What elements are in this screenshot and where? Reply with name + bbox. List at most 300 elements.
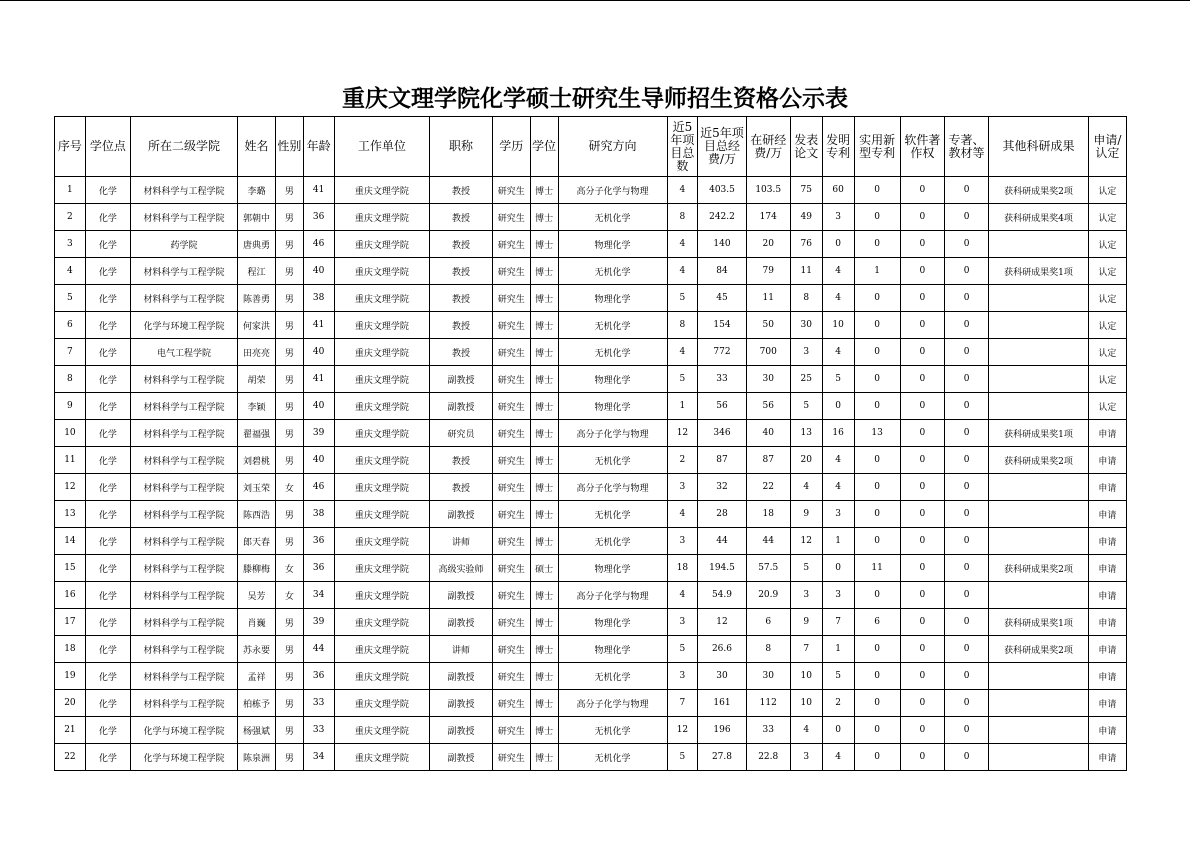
table-cell: 博士: [530, 528, 558, 555]
table-cell: 重庆文理学院: [334, 717, 430, 744]
table-cell: 材料科学与工程学院: [131, 582, 238, 609]
table-cell: 肖巍: [237, 609, 275, 636]
table-cell: [989, 393, 1089, 420]
table-cell: 9: [790, 609, 822, 636]
table-cell: 12: [667, 717, 698, 744]
table-row: [55, 231, 1127, 258]
table-cell: 0: [944, 744, 988, 771]
table-cell: 材料科学与工程学院: [131, 474, 238, 501]
table-cell: 无机化学: [558, 312, 667, 339]
table-cell: 700: [746, 339, 790, 366]
table-cell: 174: [746, 204, 790, 231]
table-cell: 0: [900, 339, 944, 366]
table-cell: 4: [667, 501, 698, 528]
table-row: [55, 636, 1127, 663]
table-cell: 18: [746, 501, 790, 528]
table-cell: 40: [303, 393, 334, 420]
table-cell: 10: [55, 420, 86, 447]
table-cell: 研究生: [492, 393, 530, 420]
table-cell: 男: [275, 258, 303, 285]
table-cell: 无机化学: [558, 663, 667, 690]
table-cell: 0: [944, 609, 988, 636]
table-cell: 87: [746, 447, 790, 474]
table-cell: 2: [55, 204, 86, 231]
table-cell: 32: [698, 474, 746, 501]
table-cell: 苏永要: [237, 636, 275, 663]
table-cell: 博士: [530, 447, 558, 474]
table-cell: 化学: [85, 312, 130, 339]
table-cell: 重庆文理学院: [334, 366, 430, 393]
column-header: 软件著作权: [900, 117, 944, 177]
table-cell: 重庆文理学院: [334, 690, 430, 717]
table-cell: 讲师: [430, 636, 493, 663]
table-cell: 8: [667, 204, 698, 231]
table-cell: 物理化学: [558, 555, 667, 582]
table-cell: 高分子化学与物理: [558, 420, 667, 447]
table-cell: 李颖: [237, 393, 275, 420]
table-cell: 认定: [1088, 258, 1126, 285]
column-header: 职称: [430, 117, 493, 177]
table-row: [55, 258, 1127, 285]
table-cell: [989, 474, 1089, 501]
table-cell: 3: [55, 231, 86, 258]
table-cell: 化学: [85, 528, 130, 555]
table-cell: 胡荣: [237, 366, 275, 393]
table-cell: 材料科学与工程学院: [131, 636, 238, 663]
table-cell: 0: [944, 663, 988, 690]
table-cell: 获科研成果奖2项: [989, 555, 1089, 582]
column-header: 姓名: [237, 117, 275, 177]
table-cell: 男: [275, 447, 303, 474]
table-cell: 研究生: [492, 690, 530, 717]
table-cell: 0: [854, 474, 900, 501]
table-cell: 研究生: [492, 204, 530, 231]
table-cell: 化学: [85, 717, 130, 744]
table-cell: 申请: [1088, 744, 1126, 771]
table-cell: 0: [854, 366, 900, 393]
table-cell: 15: [55, 555, 86, 582]
table-cell: 0: [900, 690, 944, 717]
table-cell: 博士: [530, 339, 558, 366]
table-cell: 161: [698, 690, 746, 717]
table-cell: 副教授: [430, 744, 493, 771]
table-cell: 申请: [1088, 636, 1126, 663]
table-cell: 高分子化学与物理: [558, 582, 667, 609]
advisor-table: [54, 116, 1127, 771]
table-cell: 博士: [530, 393, 558, 420]
column-header: 学历: [492, 117, 530, 177]
table-cell: 重庆文理学院: [334, 744, 430, 771]
table-cell: 申请: [1088, 609, 1126, 636]
table-cell: 物理化学: [558, 231, 667, 258]
table-cell: 研究生: [492, 717, 530, 744]
table-cell: 9: [790, 501, 822, 528]
table-cell: 0: [854, 312, 900, 339]
table-cell: 0: [944, 717, 988, 744]
table-cell: 博士: [530, 258, 558, 285]
table-cell: 4: [822, 744, 854, 771]
table-cell: 0: [900, 717, 944, 744]
table-row: [55, 366, 1127, 393]
table-cell: [989, 501, 1089, 528]
table-row: [55, 177, 1127, 204]
table-cell: 79: [746, 258, 790, 285]
table-cell: 重庆文理学院: [334, 231, 430, 258]
table-cell: 副教授: [430, 663, 493, 690]
table-cell: 女: [275, 555, 303, 582]
table-row: [55, 312, 1127, 339]
table-cell: 140: [698, 231, 746, 258]
table-cell: 研究生: [492, 285, 530, 312]
table-cell: 50: [746, 312, 790, 339]
table-cell: 材料科学与工程学院: [131, 285, 238, 312]
table-cell: [989, 231, 1089, 258]
table-cell: 0: [900, 420, 944, 447]
table-cell: 材料科学与工程学院: [131, 204, 238, 231]
table-cell: 物理化学: [558, 393, 667, 420]
table-cell: 4: [822, 339, 854, 366]
table-cell: 柏栋予: [237, 690, 275, 717]
table-cell: 12: [790, 528, 822, 555]
table-cell: 18: [667, 555, 698, 582]
table-cell: 认定: [1088, 339, 1126, 366]
table-cell: 申请: [1088, 501, 1126, 528]
table-cell: 男: [275, 285, 303, 312]
table-cell: 吴芳: [237, 582, 275, 609]
table-cell: 0: [944, 582, 988, 609]
table-cell: 11: [55, 447, 86, 474]
table-cell: 重庆文理学院: [334, 609, 430, 636]
table-cell: 7: [55, 339, 86, 366]
table-cell: 4: [790, 474, 822, 501]
table-cell: 副教授: [430, 690, 493, 717]
table-cell: 认定: [1088, 285, 1126, 312]
table-cell: 程江: [237, 258, 275, 285]
table-cell: 无机化学: [558, 744, 667, 771]
table-cell: 教授: [430, 177, 493, 204]
table-cell: 22.8: [746, 744, 790, 771]
table-cell: 1: [822, 528, 854, 555]
table-cell: 研究生: [492, 582, 530, 609]
table-cell: 3: [822, 501, 854, 528]
table-cell: 3: [667, 663, 698, 690]
table-cell: 0: [944, 501, 988, 528]
table-cell: 6: [746, 609, 790, 636]
table-cell: 16: [822, 420, 854, 447]
table-row: [55, 339, 1127, 366]
table-cell: 5: [667, 285, 698, 312]
table-cell: 滕柳梅: [237, 555, 275, 582]
table-cell: 化学: [85, 204, 130, 231]
table-cell: 0: [854, 393, 900, 420]
table-cell: 陈西浩: [237, 501, 275, 528]
table-cell: 76: [790, 231, 822, 258]
column-header: 工作单位: [334, 117, 430, 177]
column-header: 所在二级学院: [131, 117, 238, 177]
table-cell: 25: [790, 366, 822, 393]
column-header: 学位点: [85, 117, 130, 177]
table-cell: 认定: [1088, 366, 1126, 393]
table-cell: 材料科学与工程学院: [131, 393, 238, 420]
table-cell: 41: [303, 312, 334, 339]
table-cell: 22: [55, 744, 86, 771]
table-cell: 博士: [530, 366, 558, 393]
table-cell: 材料科学与工程学院: [131, 555, 238, 582]
table-cell: 女: [275, 474, 303, 501]
table-cell: 申请: [1088, 447, 1126, 474]
table-cell: 男: [275, 501, 303, 528]
table-cell: 112: [746, 690, 790, 717]
column-header: 实用新型专利: [854, 117, 900, 177]
table-cell: 3: [667, 474, 698, 501]
table-cell: 46: [303, 474, 334, 501]
table-cell: 1: [822, 636, 854, 663]
table-cell: 教授: [430, 312, 493, 339]
table-cell: 13: [790, 420, 822, 447]
column-header: 近5年项目总数: [667, 117, 698, 177]
table-cell: 4: [667, 231, 698, 258]
table-cell: 重庆文理学院: [334, 420, 430, 447]
table-cell: 21: [55, 717, 86, 744]
header-row: [55, 117, 1127, 177]
table-cell: 化学: [85, 744, 130, 771]
table-cell: 0: [900, 555, 944, 582]
table-cell: 13: [55, 501, 86, 528]
table-cell: 49: [790, 204, 822, 231]
table-cell: 男: [275, 204, 303, 231]
table-cell: 教授: [430, 258, 493, 285]
table-cell: 材料科学与工程学院: [131, 663, 238, 690]
table-cell: 材料科学与工程学院: [131, 420, 238, 447]
table-cell: 44: [303, 636, 334, 663]
table-cell: 男: [275, 231, 303, 258]
table-cell: 0: [944, 690, 988, 717]
table-cell: [989, 285, 1089, 312]
table-cell: 博士: [530, 582, 558, 609]
table-cell: 陈善勇: [237, 285, 275, 312]
table-cell: 男: [275, 393, 303, 420]
table-cell: 3: [790, 582, 822, 609]
table-cell: 0: [822, 393, 854, 420]
table-cell: 56: [698, 393, 746, 420]
table-cell: 高分子化学与物理: [558, 690, 667, 717]
table-cell: 0: [944, 393, 988, 420]
table-cell: 5: [790, 393, 822, 420]
table-cell: 研究生: [492, 501, 530, 528]
table-cell: 3: [790, 339, 822, 366]
table-cell: 化学: [85, 501, 130, 528]
table-cell: 申请: [1088, 528, 1126, 555]
table-cell: 材料科学与工程学院: [131, 528, 238, 555]
table-cell: 6: [55, 312, 86, 339]
table-cell: 0: [944, 312, 988, 339]
table-cell: 材料科学与工程学院: [131, 366, 238, 393]
table-cell: 博士: [530, 501, 558, 528]
table-cell: 36: [303, 204, 334, 231]
table-cell: 申请: [1088, 717, 1126, 744]
table-cell: 物理化学: [558, 366, 667, 393]
table-cell: 副教授: [430, 366, 493, 393]
table-cell: 重庆文理学院: [334, 177, 430, 204]
table-cell: 申请: [1088, 690, 1126, 717]
table-cell: 博士: [530, 285, 558, 312]
table-cell: 化学: [85, 231, 130, 258]
table-cell: 物理化学: [558, 609, 667, 636]
table-cell: 教授: [430, 339, 493, 366]
table-cell: 60: [822, 177, 854, 204]
table-cell: 4: [822, 474, 854, 501]
table-cell: 唐典勇: [237, 231, 275, 258]
column-header: 发表论文: [790, 117, 822, 177]
table-cell: 5: [55, 285, 86, 312]
table-cell: 4: [667, 258, 698, 285]
table-row: [55, 501, 1127, 528]
table-cell: 11: [854, 555, 900, 582]
table-cell: 0: [900, 258, 944, 285]
table-cell: 重庆文理学院: [334, 204, 430, 231]
table-cell: 17: [55, 609, 86, 636]
table-cell: 副教授: [430, 393, 493, 420]
column-header: 专著、教材等: [944, 117, 988, 177]
table-row: [55, 420, 1127, 447]
table-cell: 0: [900, 285, 944, 312]
top-rule: [0, 0, 1190, 1]
table-cell: 化学: [85, 285, 130, 312]
table-cell: 0: [854, 528, 900, 555]
table-cell: 0: [854, 582, 900, 609]
table-row: [55, 204, 1127, 231]
table-cell: 0: [854, 231, 900, 258]
table-cell: 化学: [85, 609, 130, 636]
table-cell: 7: [790, 636, 822, 663]
table-cell: 3: [667, 609, 698, 636]
table-cell: 10: [822, 312, 854, 339]
table-cell: 5: [667, 744, 698, 771]
table-cell: 4: [667, 582, 698, 609]
table-cell: 博士: [530, 204, 558, 231]
table-cell: 34: [303, 744, 334, 771]
table-cell: 0: [900, 177, 944, 204]
table-cell: 0: [900, 447, 944, 474]
table-cell: 11: [790, 258, 822, 285]
table-cell: 化学: [85, 177, 130, 204]
table-cell: 38: [303, 501, 334, 528]
table-cell: 研究生: [492, 447, 530, 474]
table-cell: 副教授: [430, 717, 493, 744]
table-cell: 3: [790, 744, 822, 771]
table-cell: 5: [822, 663, 854, 690]
table-cell: 41: [303, 366, 334, 393]
table-cell: 化学: [85, 339, 130, 366]
table-cell: 申请: [1088, 420, 1126, 447]
table-cell: 39: [303, 420, 334, 447]
table-cell: 无机化学: [558, 204, 667, 231]
table-cell: 36: [303, 528, 334, 555]
table-cell: 20: [55, 690, 86, 717]
table-cell: 刘玉荣: [237, 474, 275, 501]
table-cell: 化学: [85, 420, 130, 447]
table-cell: 物理化学: [558, 636, 667, 663]
table-cell: 陈泉洲: [237, 744, 275, 771]
table-cell: 0: [900, 636, 944, 663]
table-cell: [989, 582, 1089, 609]
table-cell: 重庆文理学院: [334, 501, 430, 528]
table-row: [55, 609, 1127, 636]
table-cell: 30: [746, 663, 790, 690]
table-cell: 0: [900, 231, 944, 258]
table-cell: 研究生: [492, 636, 530, 663]
table-cell: [989, 744, 1089, 771]
table-cell: 39: [303, 609, 334, 636]
table-cell: 田亮亮: [237, 339, 275, 366]
table-cell: 博士: [530, 231, 558, 258]
table-cell: 14: [55, 528, 86, 555]
table-cell: 4: [667, 177, 698, 204]
table-cell: 0: [944, 555, 988, 582]
table-cell: 12: [667, 420, 698, 447]
table-cell: 男: [275, 636, 303, 663]
table-cell: 20.9: [746, 582, 790, 609]
table-cell: 0: [900, 528, 944, 555]
table-cell: 重庆文理学院: [334, 663, 430, 690]
table-cell: 重庆文理学院: [334, 582, 430, 609]
column-header: 发明专利: [822, 117, 854, 177]
table-cell: 化学: [85, 690, 130, 717]
table-cell: 33: [698, 366, 746, 393]
table-cell: [989, 339, 1089, 366]
table-cell: 9: [55, 393, 86, 420]
table-cell: 高分子化学与物理: [558, 474, 667, 501]
table-cell: 材料科学与工程学院: [131, 177, 238, 204]
table-cell: 博士: [530, 717, 558, 744]
table-cell: 20: [790, 447, 822, 474]
table-cell: 研究生: [492, 312, 530, 339]
table-cell: 材料科学与工程学院: [131, 501, 238, 528]
column-header: 近5年项目总经费/万: [698, 117, 746, 177]
table-cell: [989, 663, 1089, 690]
table-row: [55, 690, 1127, 717]
table-cell: 0: [822, 231, 854, 258]
table-cell: 0: [854, 285, 900, 312]
table-cell: 40: [303, 258, 334, 285]
table-cell: 杨强斌: [237, 717, 275, 744]
table-cell: 李璐: [237, 177, 275, 204]
table-cell: 27.8: [698, 744, 746, 771]
table-cell: 87: [698, 447, 746, 474]
table-cell: 0: [822, 555, 854, 582]
table-cell: 研究生: [492, 609, 530, 636]
table-cell: 4: [822, 447, 854, 474]
table-cell: 教授: [430, 447, 493, 474]
table-cell: 44: [698, 528, 746, 555]
table-cell: 女: [275, 582, 303, 609]
table-cell: [989, 312, 1089, 339]
table-cell: 化学与环境工程学院: [131, 717, 238, 744]
table-cell: 认定: [1088, 231, 1126, 258]
table-cell: 化学: [85, 663, 130, 690]
table-row: [55, 555, 1127, 582]
page-title: 重庆文理学院化学硕士研究生导师招生资格公示表: [342, 85, 848, 112]
table-row: [55, 663, 1127, 690]
table-cell: 教授: [430, 231, 493, 258]
table-row: [55, 393, 1127, 420]
table-cell: 重庆文理学院: [334, 528, 430, 555]
table-cell: 讲师: [430, 528, 493, 555]
column-header: 年龄: [303, 117, 334, 177]
column-header: 性别: [275, 117, 303, 177]
table-cell: 12: [55, 474, 86, 501]
table-cell: 0: [944, 177, 988, 204]
